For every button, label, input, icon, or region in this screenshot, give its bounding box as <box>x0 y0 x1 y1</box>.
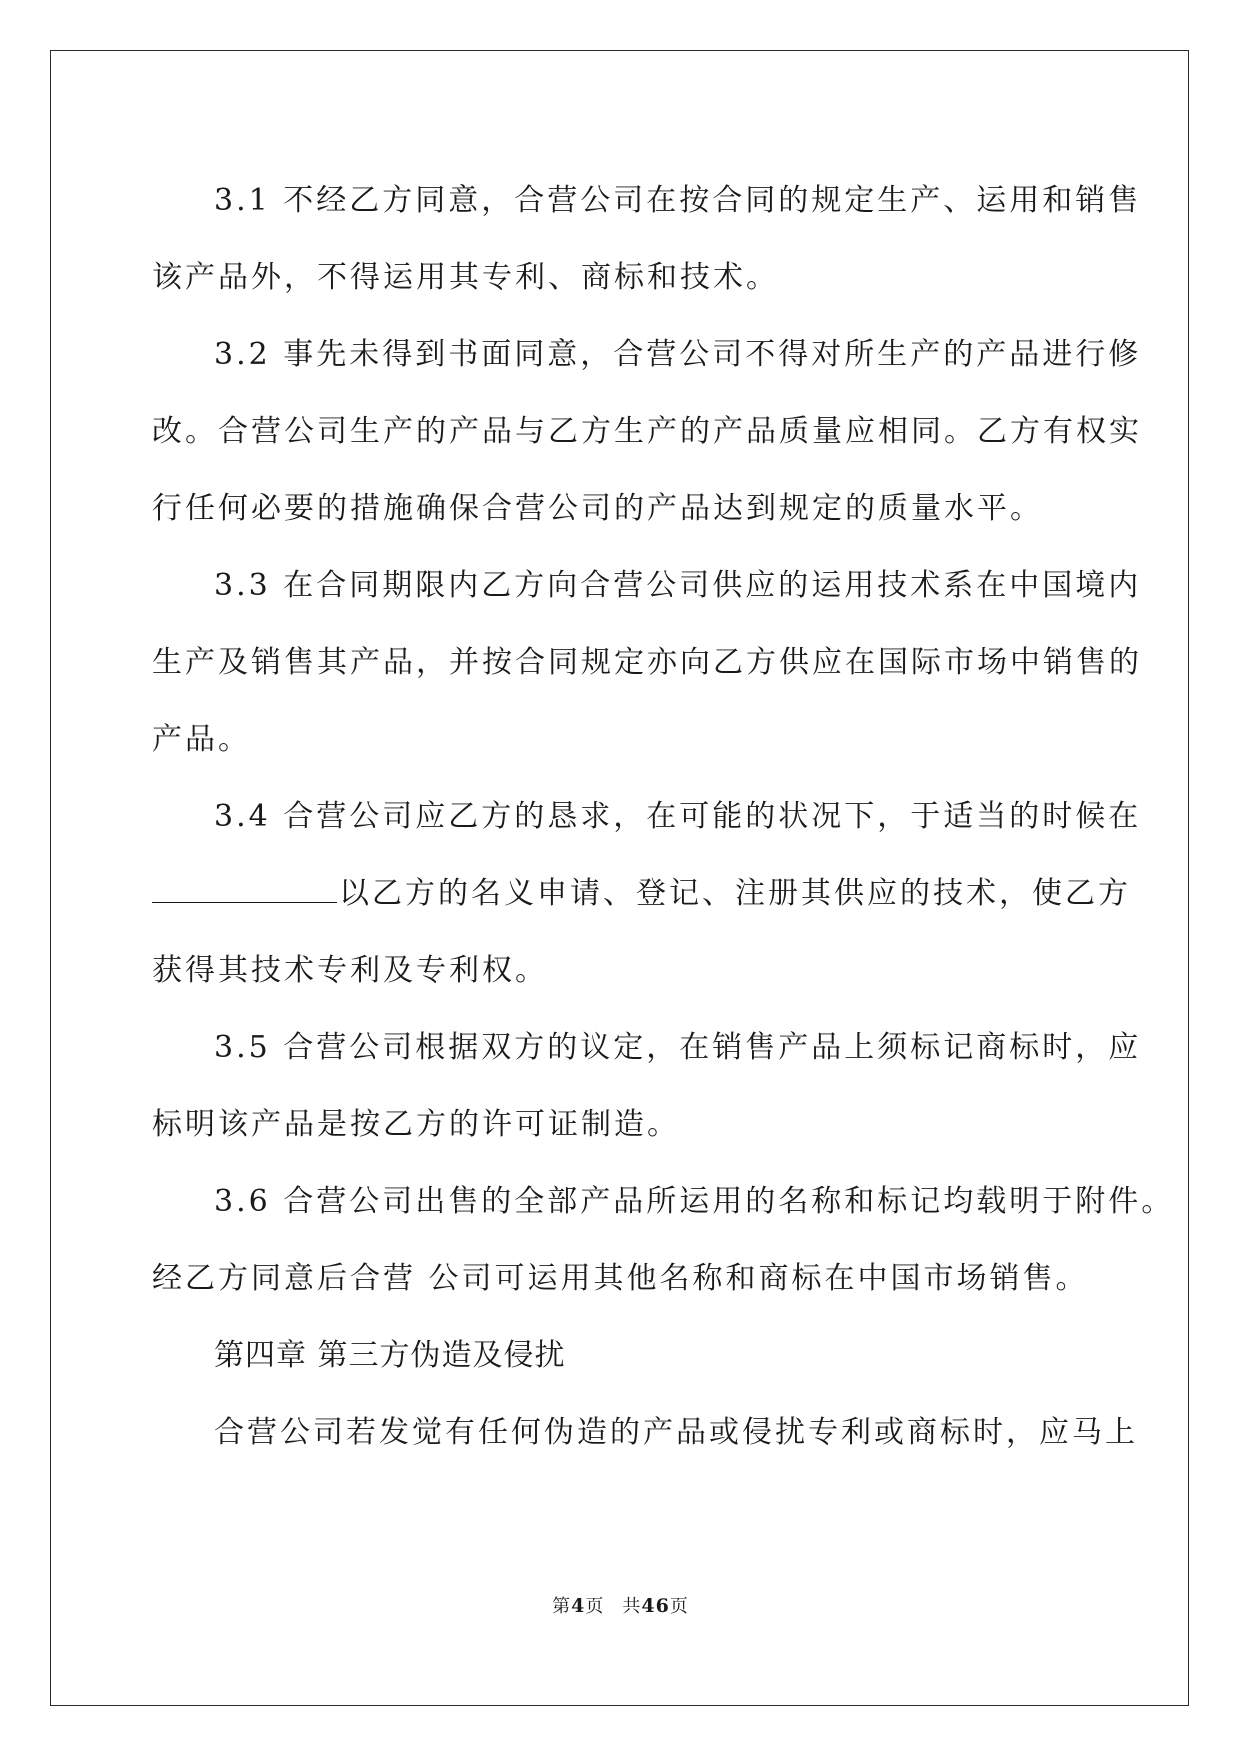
paragraph-3-6-line-1: 3.6 合营公司出售的全部产品所运用的名称和标记均载明于附件。 <box>214 1184 1175 1219</box>
paragraph-3-2-line-2: 改。合营公司生产的产品与乙方生产的产品质量应相同。乙方有权实 <box>152 414 1142 449</box>
current-page-number: 4 <box>571 1595 586 1617</box>
page-footer <box>0 1592 1241 1618</box>
paragraph-3-4-line-2 <box>152 855 1131 932</box>
paragraph-3-3-line-3: 产品。 <box>152 722 251 757</box>
footer-prefix: 第 <box>552 1596 572 1617</box>
chapter-heading: 第四章 第三方伪造及侵扰 <box>214 1338 566 1373</box>
paragraph-3-4-line-1: 3.4 合营公司应乙方的恳求，在可能的状况下，于适当的时候在 <box>214 799 1142 834</box>
paragraph-3-2-line-3: 行任何必要的措施确保合营公司的产品达到规定的质量水平。 <box>152 491 1043 526</box>
footer-total-suffix: 页 <box>669 1596 689 1617</box>
paragraph-3-5-line-1: 3.5 合营公司根据双方的议定，在销售产品上须标记商标时，应 <box>214 1030 1142 1065</box>
footer-total-prefix: 共 <box>622 1596 642 1617</box>
paragraph-3-1-line-2: 该产品外，不得运用其专利、商标和技术。 <box>152 260 779 295</box>
paragraph-3-6-line-2: 经乙方同意后合营 公司可运用其他名称和商标在中国市场销售。 <box>152 1261 1089 1296</box>
footer-page-suffix: 页 <box>585 1596 605 1617</box>
paragraph-3-3-line-2: 生产及销售其产品，并按合同规定亦向乙方供应在国际市场中销售的 <box>152 645 1142 680</box>
total-page-count: 46 <box>641 1595 670 1617</box>
chapter-4-paragraph-line-1: 合营公司若发觉有任何伪造的产品或侵扰专利或商标时，应马上 <box>214 1415 1138 1450</box>
paragraph-3-4-line-2-text: 以乙方的名义申请、登记、注册其供应的技术，使乙方 <box>339 876 1131 911</box>
paragraph-3-1-line-1: 3.1 不经乙方同意，合营公司在按合同的规定生产、运用和销售 <box>214 183 1142 218</box>
paragraph-3-4-line-3: 获得其技术专利及专利权。 <box>152 953 548 988</box>
document-body <box>152 162 1175 1471</box>
fill-in-blank[interactable] <box>152 876 337 903</box>
paragraph-3-5-line-2: 标明该产品是按乙方的许可证制造。 <box>152 1107 680 1142</box>
paragraph-3-2-line-1: 3.2 事先未得到书面同意，合营公司不得对所生产的产品进行修 <box>214 337 1142 372</box>
paragraph-3-3-line-1: 3.3 在合同期限内乙方向合营公司供应的运用技术系在中国境内 <box>214 568 1142 603</box>
